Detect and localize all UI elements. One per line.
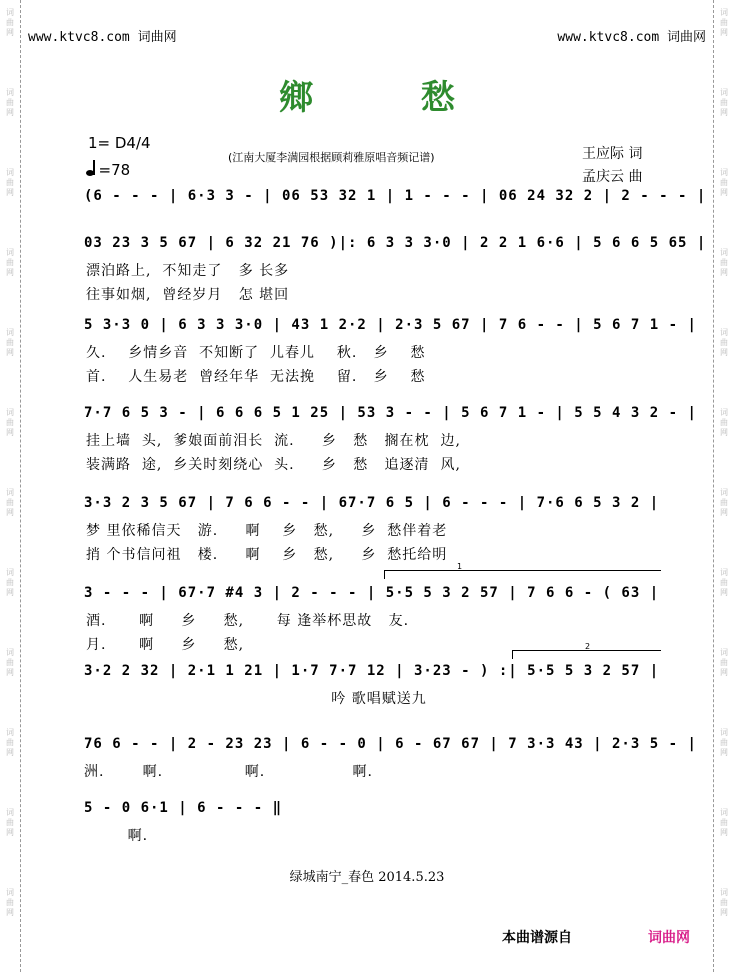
lyric-line: 首. 人生易老 曾经年华 无法挽 留. 乡 愁: [86, 369, 426, 385]
lyricist-credit: 王应际 词: [582, 146, 643, 162]
first-ending-number: 1: [457, 562, 463, 571]
watermark-text: 词 曲 网: [6, 328, 14, 357]
notation-line: 5 - 0 6·1 | 6 - - - ‖: [84, 800, 283, 816]
subtitle: (江南大厦李满园根据顾莉雅原唱音频记谱): [228, 151, 435, 164]
notation-line: 7·7 6 5 3 - | 6 6 6 5 1 25 | 53 3 - - | 5 6 7 1 - | 5 5 4 3 2 - |: [84, 405, 697, 421]
notation-line: (6 - - - | 6·3 3 - | 06 53 32 1 | 1 - - - | 06 24 32 2 | 2 - - - |: [84, 188, 707, 204]
site-url-right[interactable]: www.ktvc8.com 词曲网: [557, 30, 706, 45]
arranger-signature: 绿城南宁_春色 2014.5.23: [289, 870, 445, 885]
watermark-text: 词 曲 网: [720, 568, 728, 597]
left-watermark-strip: [0, 0, 21, 972]
lyric-line: 装满路 途, 乡关时刻绕心 头. 乡 愁 追逐清 风,: [86, 457, 461, 473]
watermark-text: 词 曲 网: [720, 248, 728, 277]
notation-line: 76 6 - - | 2 - 23 23 | 6 - - 0 | 6 - 67 67 | 7 3·3 43 | 2·3 5 - |: [84, 736, 697, 752]
key-signature: 1= D4/4: [88, 134, 151, 152]
watermark-text: 词 曲 网: [6, 408, 14, 437]
lyric-line: 久. 乡情乡音 不知断了 儿春儿 秋. 乡 愁: [86, 345, 426, 361]
watermark-text: 词 曲 网: [720, 408, 728, 437]
lyric-line: 酒. 啊 乡 愁, 每 逢举杯思故 友.: [86, 613, 410, 629]
site-url-left[interactable]: www.ktvc8.com 词曲网: [28, 30, 177, 45]
source-site-link[interactable]: 词曲网: [648, 930, 690, 946]
lyric-line: 捎 个书信问祖 楼. 啊 乡 愁, 乡 愁托给明: [86, 547, 448, 563]
lyric-line: 啊.: [84, 828, 149, 844]
lyric-line: 洲. 啊. 啊. 啊.: [84, 764, 373, 780]
notation-line: 03 23 3 5 67 | 6 32 21 76 )|: 6 3 3 3·0 | 2 2 1 6·6 | 5 6 6 5 65 |: [84, 235, 707, 251]
watermark-text: 词 曲 网: [6, 488, 14, 517]
watermark-text: 词 曲 网: [720, 808, 728, 837]
right-watermark-strip: [713, 0, 734, 972]
notation-line: 3 - - - | 67·7 #4 3 | 2 - - - | 5·5 5 3 2 57 | 7 6 6 - ( 63 |: [84, 585, 660, 601]
second-ending-number: 2: [585, 642, 591, 651]
watermark-text: 词 曲 网: [6, 808, 14, 837]
watermark-text: 词 曲 网: [720, 328, 728, 357]
watermark-text: 词 曲 网: [6, 728, 14, 757]
composer-credit: 孟庆云 曲: [582, 169, 643, 185]
lyric-line: 挂上墙 头, 爹娘面前泪长 流. 乡 愁 搁在枕 边,: [86, 433, 461, 449]
tempo-marking: [86, 160, 130, 179]
lyric-line: 吟 歌唱赋送九: [86, 691, 427, 707]
notation-line: 5 3·3 0 | 6 3 3 3·0 | 43 1 2·2 | 2·3 5 67 | 7 6 - - | 5 6 7 1 - |: [84, 317, 697, 333]
watermark-text: 词 曲 网: [720, 88, 728, 117]
watermark-text: 词 曲 网: [720, 728, 728, 757]
watermark-text: 词 曲 网: [6, 568, 14, 597]
watermark-text: 词 曲 网: [720, 8, 728, 37]
watermark-text: 词 曲 网: [720, 648, 728, 677]
watermark-text: 词 曲 网: [720, 888, 728, 917]
lyric-line: 漂泊路上, 不知走了 多 长多: [86, 263, 290, 279]
lyric-line: 月. 啊 乡 愁,: [86, 637, 245, 653]
second-ending-bracket: [512, 642, 661, 659]
first-ending-bracket: [384, 562, 661, 579]
watermark-text: 词 曲 网: [720, 168, 728, 197]
note-stem-icon: [93, 160, 95, 175]
notation-line: 3·2 2 32 | 2·1 1 21 | 1·7 7·7 12 | 3·23 - ) :| 5·5 5 3 2 57 |: [84, 663, 660, 679]
notation-line: 3·3 2 3 5 67 | 7 6 6 - - | 67·7 6 5 | 6 - - - | 7·6 6 5 3 2 |: [84, 495, 660, 511]
watermark-text: 词 曲 网: [6, 8, 14, 37]
source-label: 本曲谱源自: [502, 930, 572, 946]
watermark-text: 词 曲 网: [6, 168, 14, 197]
watermark-text: 词 曲 网: [6, 248, 14, 277]
watermark-text: 词 曲 网: [6, 88, 14, 117]
watermark-text: 词 曲 网: [720, 488, 728, 517]
lyric-line: 往事如烟, 曾经岁月 怎 堪回: [86, 287, 290, 303]
song-title: 鄉 愁: [279, 78, 503, 118]
watermark-text: 词 曲 网: [6, 888, 14, 917]
lyric-line: 梦 里依稀信天 游. 啊 乡 愁, 乡 愁伴着老: [86, 523, 448, 539]
tempo-value: =78: [98, 161, 131, 179]
watermark-text: 词 曲 网: [6, 648, 14, 677]
